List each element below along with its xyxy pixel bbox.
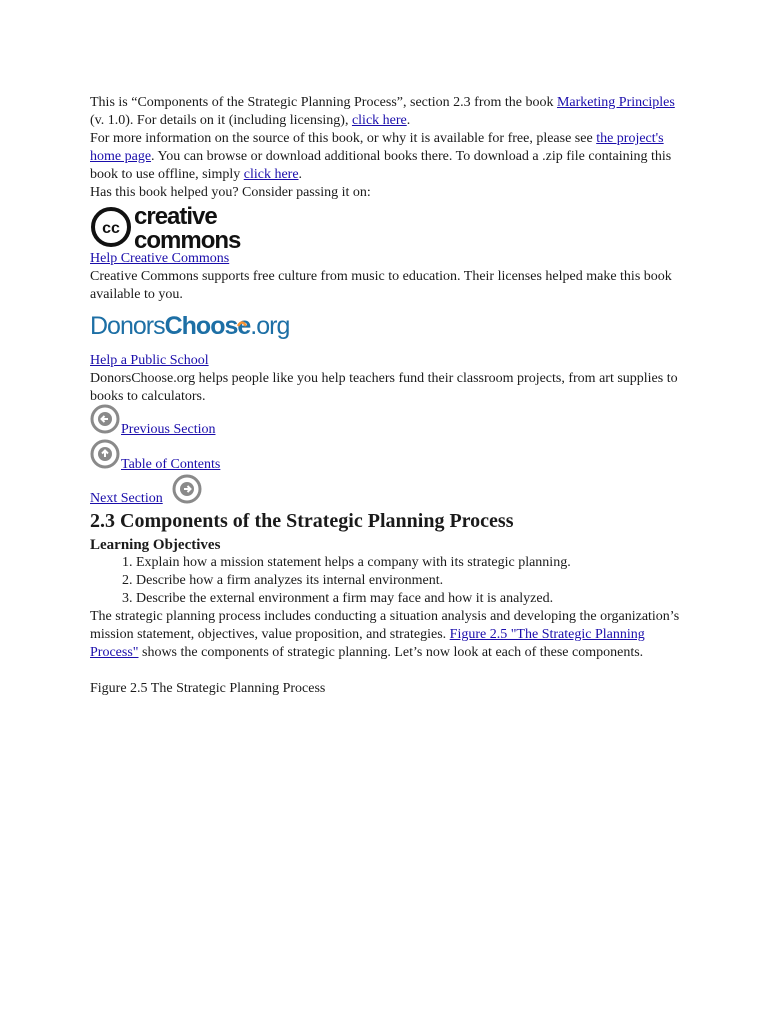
help-creative-commons-link[interactable]: Help Creative Commons	[90, 251, 230, 266]
creative-commons-logo[interactable]	[90, 202, 280, 254]
dc-description: DonorsChoose.org helps people like you help teachers fund their classroom projects, from art supplies to books to calculators.	[90, 371, 678, 404]
body-text: shows the components of strategic planning. Let’s now look at each of these components.	[138, 645, 644, 660]
pass-it-on-text: Has this book helped you? Consider passing it on:	[90, 185, 371, 200]
intro-text: For more information on the source of this book, or why it is available for free, please see	[90, 131, 597, 146]
download-click-here-link[interactable]: click here	[243, 167, 299, 182]
intro-paragraph-2	[90, 130, 690, 184]
cc-description: Creative Commons supports free culture from music to education. Their licenses helped make this book available to you.	[90, 269, 672, 302]
previous-arrow-icon[interactable]	[90, 404, 120, 434]
figure-caption: Figure 2.5 The Strategic Planning Process	[90, 681, 326, 696]
intro-text: .	[298, 167, 303, 182]
learning-objectives-list	[90, 554, 696, 608]
table-of-contents-up-icon[interactable]	[90, 439, 120, 469]
body-text: The strategic planning process includes conducting a situation analysis and developing the organization’s mission statement, objectives, value proposition, and strategies.	[90, 609, 680, 642]
next-section-link[interactable]: Next Section	[90, 491, 163, 506]
cc-logo-line2: commons	[134, 227, 241, 254]
cc-link-line	[90, 250, 690, 268]
dc-logo-choose: Choose	[164, 312, 251, 340]
section-body-paragraph	[90, 608, 680, 662]
licensing-click-here-link[interactable]: click here	[351, 113, 407, 128]
figure-2-5-link[interactable]: Figure 2.5 "The Strategic Planning Process"	[90, 627, 645, 660]
table-of-contents-link[interactable]: Table of Contents	[121, 457, 221, 472]
learning-objectives-heading: Learning Objectives	[90, 537, 221, 553]
table-of-contents-row	[121, 456, 220, 474]
previous-section-row	[121, 421, 216, 439]
dc-logo-org: .org	[250, 312, 290, 340]
donorschoose-logo[interactable]	[90, 310, 290, 342]
intro-text: . You can browse or download additional books there. To download a .zip file containing this book to use offline, simply	[90, 149, 672, 182]
help-public-school-link[interactable]: Help a Public School	[90, 353, 209, 368]
intro-paragraph-1	[90, 94, 690, 130]
next-section-row	[90, 490, 163, 508]
cc-logo-line1: creative	[134, 203, 217, 230]
project-home-page-link[interactable]: the project's home page	[90, 131, 664, 164]
intro-text: (v. 1.0). For details on it (including licensing),	[90, 113, 352, 128]
objective-item: 2. Describe how a firm analyzes its internal environment.	[136, 572, 696, 590]
marketing-principles-link[interactable]: Marketing Principles	[556, 95, 675, 110]
dc-logo-text	[90, 312, 289, 340]
section-title: 2.3 Components of the Strategic Planning Process	[90, 510, 514, 532]
intro-text: This is “Components of the Strategic Planning Process”, section 2.3 from the book	[90, 95, 557, 110]
dc-logo-donors: Donors	[90, 312, 165, 340]
objective-item: 1. Explain how a mission statement helps a company with its strategic planning.	[136, 554, 696, 572]
previous-section-link[interactable]: Previous Section	[121, 422, 216, 437]
cc-badge-text: cc	[102, 220, 120, 237]
objective-item: 3. Describe the external environment a firm may face and how it is analyzed.	[136, 590, 696, 608]
next-arrow-icon[interactable]	[172, 474, 202, 504]
intro-text: .	[406, 113, 411, 128]
dc-link-line	[90, 352, 690, 370]
